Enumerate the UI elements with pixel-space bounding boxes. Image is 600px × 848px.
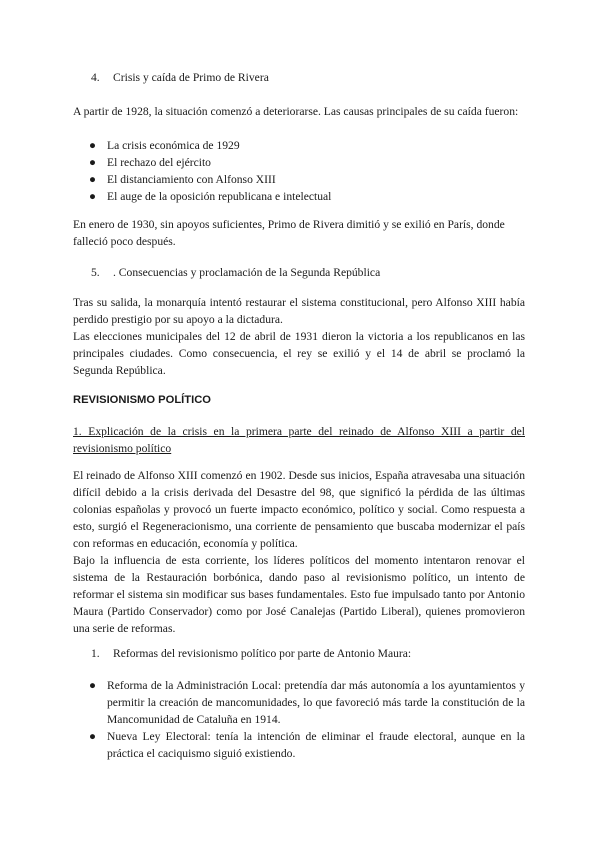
bullet-icon: ● [89,173,97,186]
bullet-icon: ● [89,679,97,692]
revisionismo-heading: REVISIONISMO POLÍTICO [73,394,211,406]
paragraph: Tras su salida, la monarquía intentó restaurar el sistema constitucional, pero Alfonso XIII había perdido prestigio por su apoyo a la dictadura. [73,296,525,326]
revisionismo-subheading: 1. Explicación de la crisis en la primera parte del reinado de Alfonso XIII a partir del revisionismo político [73,425,525,455]
section-4-number: 4. [91,71,100,84]
section-5-title: . Consecuencias y proclamación de la Segunda República [113,266,381,279]
bullet-icon: ● [89,730,97,743]
maura-heading [91,645,411,662]
section-4-outcome: En enero de 1930, sin apoyos suficientes, Primo de Rivera dimitió y se exilió en París, donde falleció poco después. [73,218,505,248]
bullet-icon: ● [89,139,97,152]
list-item: ● Reforma de la Administración Local: pretendía dar más autonomía a los ayuntamientos y permitir la creación de mancomunidades, lo que favoreció más tarde la constitución de la Mancomunidad de Cataluña en 1914. [89,679,525,726]
paragraph: Bajo la influencia de esta corriente, los líderes políticos del momento intentaron renovar el sistema de la Restauración borbónica, dando paso al revisionismo político, un intento de reformar el sistema sin modificar sus bases fundamentales. Esto fue impulsado tanto por Antonio Maura (Partido Conservador) como por José Canalejas (Partido Liberal), quienes promovieron una serie de reformas. [73,554,525,635]
maura-number: 1. [91,647,100,660]
section-4-heading [91,69,269,86]
list-item: ● El distanciamiento con Alfonso XIII [89,173,276,186]
maura-title: Reformas del revisionismo político por parte de Antonio Maura: [113,647,412,660]
section-4-intro: A partir de 1928, la situación comenzó a deteriorarse. Las causas principales de su caída fueron: [73,105,519,118]
list-item: ● El rechazo del ejército [89,156,211,169]
paragraph: El reinado de Alfonso XIII comenzó en 1902. Desde sus inicios, España atravesaba una situación difícil debido a la crisis derivada del Desastre del 98, que significó la pérdida de las últimas colonias españolas y provocó un fuerte impacto económico, político y social. Como respuesta a esto, surgió el Regeneracionismo, una corriente de pensamiento que buscaba modernizar el país con reformas en educación, economía y política. [73,469,525,550]
section-5-number: 5. [91,266,100,279]
causes-list [89,137,525,205]
section-5-heading [91,264,380,281]
revisionismo-body [73,467,525,637]
list-item: ● El auge de la oposición republicana e intelectual [89,190,332,203]
section-5-body [73,294,525,379]
paragraph: Las elecciones municipales del 12 de abril de 1931 dieron la victoria a los republicanos en las principales ciudades. Como consecuencia, el rey se exilió y el 14 de abril se proclamó la Segunda República. [73,330,525,377]
section-4-title: Crisis y caída de Primo de Rivera [113,71,269,84]
bullet-icon: ● [89,156,97,169]
list-item: ● Nueva Ley Electoral: tenía la intención de eliminar el fraude electoral, aunque en la práctica el caciquismo siguió existiendo. [89,730,525,760]
bullet-icon: ● [89,190,97,203]
list-item: ● La crisis económica de 1929 [89,139,240,152]
maura-reforms-list [89,677,525,762]
